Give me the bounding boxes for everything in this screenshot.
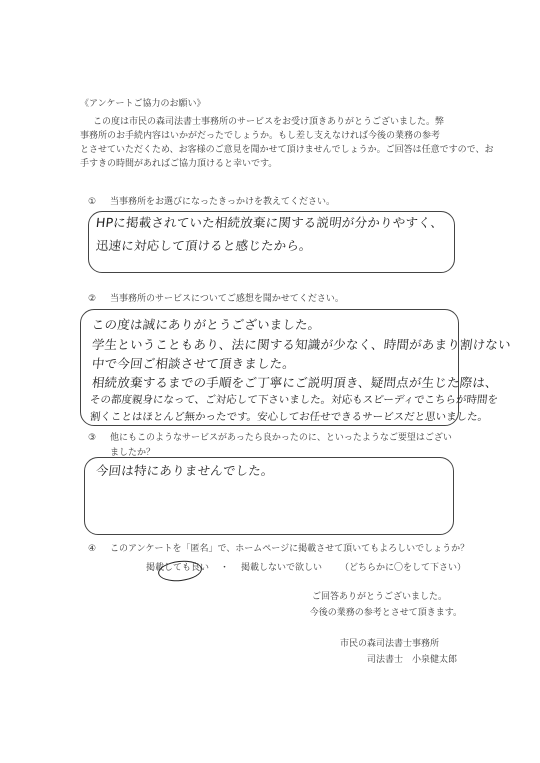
question-2-number: ② xyxy=(88,294,97,304)
question-3-text: ましたか？ xyxy=(110,448,156,458)
question-3-text: 他にもこのようなサービスがあったら良かったのに、といったようなご要望はござい xyxy=(110,433,452,443)
intro-line: この度は市民の森司法書士事務所のサービスをお受け頂きありがとうございました。弊 xyxy=(93,117,445,127)
question-2-text: 当事務所のサービスについてご感想を聞かせてください。 xyxy=(110,294,344,304)
answer-2-line: 割くことはほとんど無かったです。安心してお任せできるサービスだと思いました。 xyxy=(89,411,489,423)
option-note: （どちらかに〇をして下さい） xyxy=(340,563,467,573)
answer-3-line: 今回は特にありませんでした。 xyxy=(95,463,275,478)
answer-2-line: この度は誠にありがとうございました。 xyxy=(91,317,322,332)
question-4-number: ④ xyxy=(88,544,97,554)
answer-2-line: 学生ということもあり、法に関する知識が少なく、時間があまり割けない xyxy=(91,337,512,352)
signature: 司法書士 小泉健太郎 xyxy=(367,655,458,665)
office-name: 市民の森司法書士事務所 xyxy=(340,639,440,649)
intro-line: 手すきの時間があればご協力頂けると幸いです。 xyxy=(80,159,278,169)
closing-line: 今後の業務の参考とさせて頂きます。 xyxy=(309,608,462,618)
option-separator: ・ xyxy=(220,563,230,573)
intro-line: 事務所のお手続内容はいかがだったでしょうか。もし差し支えなければ今後の業務の参考 xyxy=(80,131,441,141)
question-1-number: ① xyxy=(88,197,97,207)
option-do-not-publish[interactable]: 掲載しないで欲しい xyxy=(241,563,323,573)
intro-paragraph xyxy=(80,115,494,171)
answer-2-line: 相続放棄するまでの手順をご丁寧にご説明頂き、疑問点が生じた際は、 xyxy=(91,375,499,390)
answer-1-line: 迅速に対応して頂けると感じたから。 xyxy=(95,238,313,253)
survey-title: 《アンケートご協力のお願い》 xyxy=(80,99,206,109)
closing-line: ご回答ありがとうございました。 xyxy=(311,592,447,602)
answer-2-line: その都度親身になって、ご対応して下さいました。対応もスピーディでこちらが時間を xyxy=(89,394,499,406)
answer-2-line: 中で今回ご相談させて頂きました。 xyxy=(91,356,296,371)
answer-1-line: HPに掲載されていた相続放棄に関する説明が分かりやすく、 xyxy=(95,215,445,230)
option-publish[interactable]: 掲載しても良い xyxy=(146,563,210,573)
question-4-text: このアンケートを「匿名」で、ホームページに掲載させて頂いてもよろしいでしょうか？ xyxy=(110,544,470,554)
intro-line: とさせていただくため、お客様のご意見を聞かせて頂けませんでしょうか。ご回答は任意ですので、お xyxy=(80,145,494,155)
question-3-number: ③ xyxy=(88,433,97,443)
question-1-text: 当事務所をお選びになったきっかけを教えてください。 xyxy=(110,197,336,207)
